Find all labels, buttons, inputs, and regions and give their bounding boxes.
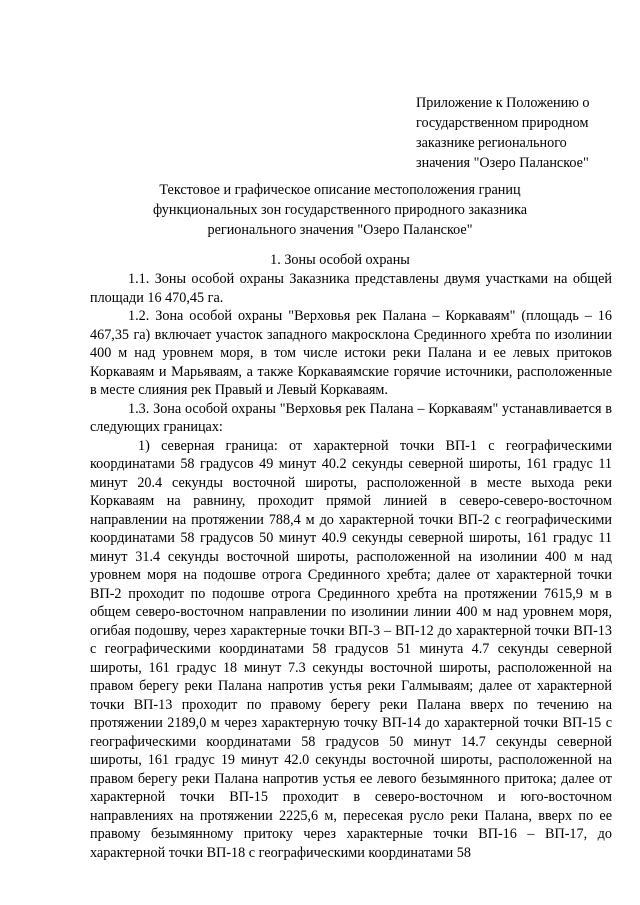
paragraph-north-boundary: 1) северная граница: от характерной точки ВП-1 с географическими координатами 58 градусов 49 минут 40.2 секунды северной широты, 161 градус 11 минут 20.4 секунды восточной широты, расположенной в месте выхода реки Коркаваям на равнину, проходит прямой линией в северо-северо-восточном направлении на протяжении 788,4 м до характерной точки ВП-2 с географическими координатами 58 градусов 50 минут 40.9 секунды северной широты, 161 градус 11 минут 31.4 секунды восточной широты, расположенной на изолинии 400 м над уровнем моря на подошве отрога Срединного хребта; далее от характерной точки ВП-2 проходит по подошве отрога Срединного хребта на протяжении 7615,9 м в общем северо-восточном направлении по изолинии линии 400 м над уровнем моря, огибая подошву, через характерные точки ВП-3 – ВП-12 до характерной точки ВП-13 с географическими координатами 58 градусов 51 минута 4.7 секунды северной широты, 161 градус 18 минут 7.3 секунды восточной широты, расположенной на правом берегу реки Палана напротив устья реки Галмываям; далее от характерной точки ВП-13 проходит по правому берегу реки Палана вверх по течению на протяжении 2189,0 м через характерную точку ВП-14 до характерной точки ВП-15 с географическими координатами 58 градусов 50 минут 14.7 секунды северной широты, 161 градус 19 минут 42.0 секунды восточной широты, расположенной на правом берегу реки Палана напротив устья ее левого безымянного притока; далее от характерной точки ВП-15 проходит в северо-восточном и юго-восточном направлениях на протяжении 2225,6 м, пересекая русло реки Палана, вверх по ее правому безымянному притоку через характерные точки ВП-16 – ВП-17, до характерной точки ВП-18 с географическими координатами 58 xyxy=(90,437,612,861)
paragraph-1-1: 1.1. Зоны особой охраны Заказника представлены двумя участками на общей площади 16 470,45 га. xyxy=(90,271,612,306)
annex-note xyxy=(416,93,616,173)
annex-line: государственном природном xyxy=(416,115,589,131)
title-line: регионального значения "Озеро Паланское" xyxy=(207,222,473,238)
paragraph-1-2: 1.2. Зона особой охраны "Верховья рек Палана – Коркаваям" (площадь – 16 467,35 га) включает участок западного макросклона Срединного хребта по изолинии 400 м над уровнем моря, в том числе истоки реки Палана и ее левых притоков Коркаваям и Марьяваям, а также Коркаваямские горячие источники, расположенные в месте слияния рек Правый и Левый Коркаваям. xyxy=(90,308,612,398)
title-line: функциональных зон государственного природного заказника xyxy=(152,202,528,218)
annex-line: значения "Озеро Паланское" xyxy=(416,155,589,171)
section-heading: 1. Зоны особой охраны xyxy=(270,252,410,268)
annex-line: заказнике регионального xyxy=(416,135,567,151)
annex-line: Приложение к Положению о xyxy=(416,95,590,111)
section-body xyxy=(90,270,612,862)
paragraph-1-3: 1.3. Зона особой охраны "Верховья рек Палана – Коркаваям" устанавливается в следующих границах: xyxy=(90,400,612,435)
document-title xyxy=(100,180,580,240)
title-line: Текстовое и графическое описание местоположения границ xyxy=(159,182,521,198)
